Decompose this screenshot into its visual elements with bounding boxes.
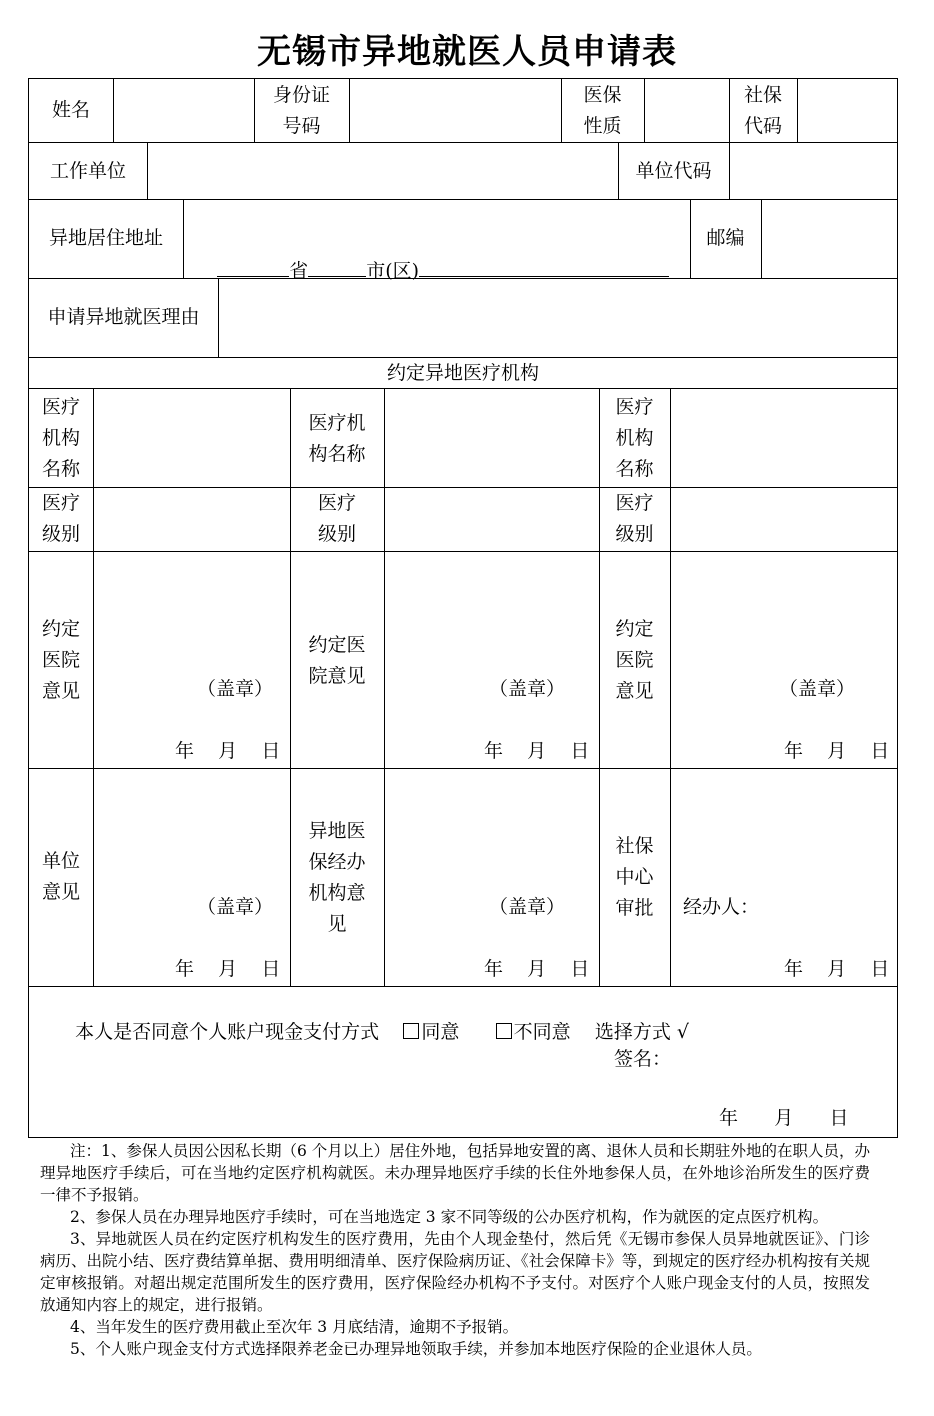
- insurance-type-field[interactable]: [646, 79, 728, 141]
- postcode-label: 邮编: [706, 227, 745, 249]
- date-3: 年 月 日: [784, 740, 890, 762]
- level-field-2[interactable]: [386, 488, 598, 550]
- agency-opinion-label: 异地医 保经办 机构意 见: [308, 820, 366, 935]
- choose-method-label: 选择方式 √: [594, 1021, 689, 1043]
- seal-3: （盖章）: [779, 678, 856, 700]
- agree-checkbox[interactable]: [403, 1023, 419, 1039]
- unit-opinion-label: 单位 意见: [41, 850, 80, 903]
- id-number-field[interactable]: [351, 79, 560, 141]
- level-field-3[interactable]: [672, 488, 896, 550]
- name-field[interactable]: [115, 79, 253, 141]
- social-security-code-field[interactable]: [799, 79, 896, 141]
- date-4: 年 月 日: [175, 958, 281, 980]
- hospital-opinion-label-3: 约定 医院 意见: [615, 618, 654, 702]
- id-number-label: 身份证 号码: [272, 84, 330, 137]
- level-label-3: 医疗 级别: [615, 492, 654, 545]
- institution-name-field-1[interactable]: [95, 389, 289, 486]
- handler-label: 经办人：: [683, 896, 760, 918]
- hospital-opinion-label-1: 约定 医院 意见: [41, 618, 80, 702]
- note-4: 4、当年发生的医疗费用截止至次年 3 月底结清，逾期不予报销。: [70, 1318, 519, 1336]
- seal-2: （盖章）: [489, 678, 566, 700]
- seal-1: （盖章）: [197, 678, 274, 700]
- center-approval-label: 社保 中心 审批: [615, 835, 654, 919]
- reason-field[interactable]: [220, 279, 896, 356]
- date-1: 年 月 日: [175, 740, 281, 762]
- address-label: 异地居住地址: [48, 227, 163, 249]
- unit-code-field[interactable]: [731, 143, 896, 198]
- unit-code-label: 单位代码: [635, 160, 712, 182]
- name-label: 姓名: [51, 99, 90, 121]
- insurance-type-label: 医保 性质: [583, 84, 622, 137]
- application-form: [28, 78, 898, 1138]
- level-label-1: 医疗 级别: [41, 492, 80, 545]
- note-1: 注：1、参保人员因公因私长期（6 个月以上）居住外地，包括异地安置的离、退休人员和长期驻外地的在职人员，办理异地医疗手续后，可在当地约定医疗机构就医。未办理异地医疗手续的长住外地参保人员，在外地诊治所发生的医疗费一律不予报销。: [40, 1142, 870, 1204]
- hospital-opinion-label-2: 约定医 院意见: [308, 634, 366, 687]
- institution-name-label-1: 医疗 机构 名称: [41, 396, 80, 480]
- postcode-field[interactable]: [763, 200, 896, 277]
- note-2: 2、参保人员在办理异地医疗手续时，可在当地选定 3 家不同等级的公办医疗机构，作为就医的定点医疗机构。: [70, 1208, 829, 1226]
- signature-label: 签名：: [614, 1048, 672, 1070]
- seal-4: （盖章）: [197, 896, 274, 918]
- institution-name-label-2: 医疗机 构名称: [308, 412, 366, 465]
- form-title: 无锡市异地就医人员申请表: [257, 32, 677, 72]
- consent-question: 本人是否同意个人账户现金支付方式: [75, 1021, 380, 1043]
- agree-label: 同意: [421, 1021, 460, 1043]
- date-6: 年 月 日: [784, 958, 890, 980]
- note-3: 3、异地就医人员在约定医疗机构发生的医疗费用，先由个人现金垫付，然后凭《无锡市参保人员异地就医证》、门诊病历、出院小结、医疗费结算单据、费用明细清单、医疗保险病历证、《社会保障卡》等，到规定的医疗经办机构按有关规定审核报销。对超出规定范围所发生的医疗费用，医疗保险经办机构不予支付。对医疗个人账户现金支付的人员，按照发放通知内容上的规定，进行报销。: [40, 1230, 870, 1314]
- social-security-code-label: 社保 代码: [743, 84, 782, 137]
- consent-date: 年 月 日: [719, 1107, 849, 1129]
- city-label: 市(区): [366, 260, 420, 282]
- institution-name-label-3: 医疗 机构 名称: [615, 396, 654, 480]
- institutions-header: 约定异地医疗机构: [386, 362, 539, 384]
- employer-field[interactable]: [149, 143, 617, 198]
- disagree-checkbox[interactable]: [496, 1023, 512, 1039]
- institution-name-field-2[interactable]: [386, 389, 598, 486]
- consent-line: [51, 986, 689, 1079]
- note-5: 5、个人账户现金支付方式选择限养老金已办理异地领取手续，并参加本地医疗保险的企业退休人员。: [70, 1340, 762, 1358]
- province-label: 省: [289, 260, 309, 282]
- level-label-2: 医疗 级别: [317, 492, 356, 545]
- level-field-1[interactable]: [95, 488, 289, 550]
- reason-label: 申请异地就医理由: [47, 306, 200, 328]
- disagree-label: 不同意: [513, 1021, 571, 1043]
- notes: [40, 1140, 870, 1360]
- seal-5: （盖章）: [489, 896, 566, 918]
- institution-name-field-3[interactable]: [672, 389, 896, 486]
- date-2: 年 月 日: [484, 740, 590, 762]
- employer-label: 工作单位: [49, 160, 126, 182]
- date-5: 年 月 日: [484, 958, 590, 980]
